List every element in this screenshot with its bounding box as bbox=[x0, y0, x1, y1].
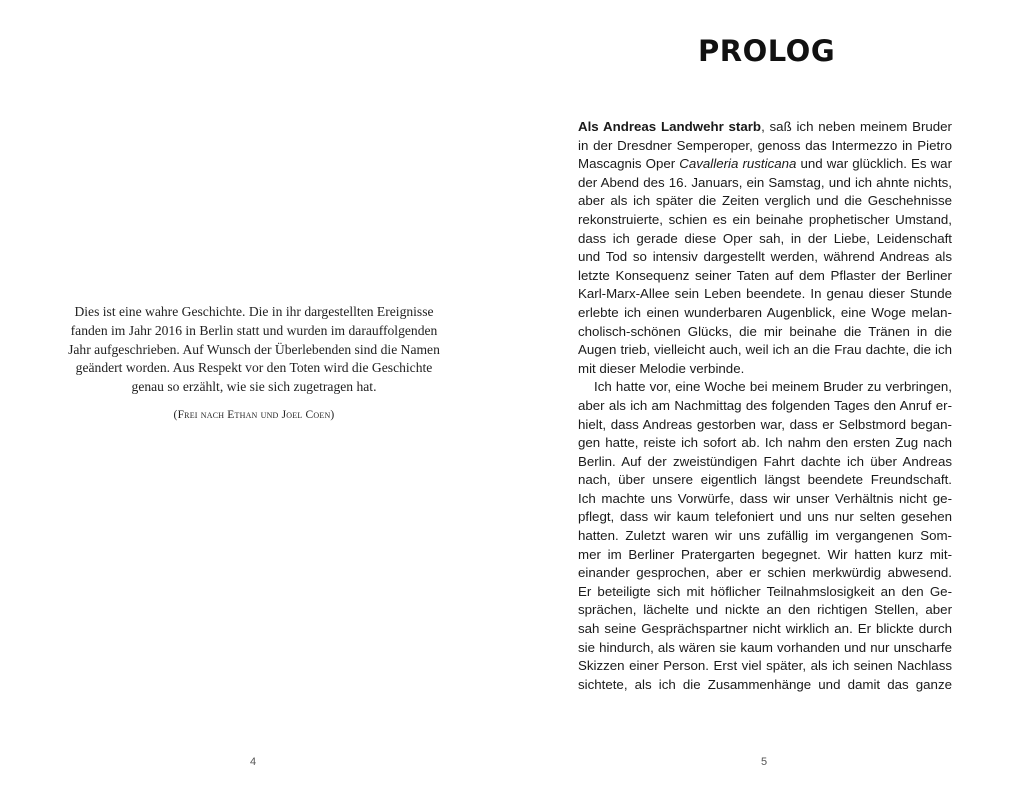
epigraph-line: genau so erzählt, wie sie sich zugetragen hat. bbox=[131, 379, 377, 395]
page-number-left: 4 bbox=[250, 756, 257, 768]
epigraph-line: Dies ist eine wahre Geschichte. Die in ihr dargestellten Ereignisse bbox=[74, 304, 434, 319]
body-line: Augen trieb, vielleicht auch, weil ich an die Frau dachte, die ich bbox=[578, 342, 952, 358]
body-line: Ich machte uns Vorwürfe, dass wir unser Verhältnis nicht ge- bbox=[578, 490, 952, 506]
body-line: rekonstruierte, schien es ein beinahe prophetischer Umstand, bbox=[578, 211, 952, 227]
body-line: hielt, dass Andreas gestorben war, dass er Selbstmord began- bbox=[578, 416, 952, 432]
lead-in-bold: Als Andreas Landwehr starb bbox=[578, 119, 762, 134]
body-line: Er beteiligte sich mit höflicher Teilnahmslosigkeit an den Ge- bbox=[578, 583, 952, 599]
opera-title: Cavalleria rusticana bbox=[679, 156, 797, 172]
body-line: sichtete, als ich die Zusammenhänge und damit das ganze bbox=[578, 676, 952, 692]
body-line: cholisch-schönen Glücks, die mir beinahe die Tränen in die bbox=[578, 323, 952, 339]
body-line-text: und war glücklich. Es war bbox=[796, 156, 952, 172]
body-line: aber als ich später die Zeiten verglich und die Geschehnisse bbox=[578, 193, 952, 209]
chapter-heading: PROLOG bbox=[698, 34, 836, 68]
chapter-body bbox=[578, 118, 952, 694]
body-line: mer im Berliner Pratergarten begegnet. Wir hatten kurz mit- bbox=[578, 546, 952, 562]
body-line-text: Mascagnis Oper bbox=[578, 156, 680, 172]
body-line: erlebte ich einen wunderbaren Augenblick, eine Woge melan- bbox=[578, 304, 952, 320]
body-line: gen hatte, reiste ich sofort ab. Ich nahm den ersten Zug nach bbox=[578, 435, 952, 451]
epigraph-line: geändert worden. Aus Respekt vor den Toten wird die Geschichte bbox=[75, 360, 433, 376]
epigraph-line: fanden im Jahr 2016 in Berlin statt und wurden im darauffolgenden bbox=[70, 322, 438, 338]
page-number-right: 5 bbox=[761, 756, 768, 768]
epigraph-attribution: (Frei nach Ethan und Joel Coen) bbox=[173, 409, 335, 421]
body-line: hatten. Zuletzt waren wir uns zufällig im vergangenen Som- bbox=[578, 528, 952, 544]
epigraph bbox=[62, 303, 446, 397]
body-line: in der Dresdner Semperoper, genoss das Intermezzo in Pietro bbox=[578, 137, 952, 153]
body-line: einander gesprochen, aber er schien merkwürdig abwesend. bbox=[578, 565, 952, 581]
body-line bbox=[578, 118, 952, 137]
body-line: aber als ich am Nachmittag des folgenden Tages den Anruf er- bbox=[578, 397, 952, 413]
body-line: Ich hatte vor, eine Woche bei meinem Bruder zu verbringen, bbox=[594, 379, 952, 395]
body-line: der Abend des 16. Januars, ein Samstag, und ich ahnte nichts, bbox=[578, 174, 952, 190]
body-line: Skizzen einer Person. Erst viel später, als ich seinen Nachlass bbox=[578, 658, 952, 674]
body-line: sah seine Gesprächspartner nicht wirklich an. Er blickte durch bbox=[578, 621, 952, 637]
body-line: sie hindurch, als wären sie kaum vorhanden und nur unscharfe bbox=[578, 639, 952, 655]
body-line: Karl-Marx-Allee sein Leben beendete. In genau dieser Stunde bbox=[578, 286, 952, 302]
body-line: dass ich gerade diese Oper sah, in der Liebe, Leidenschaft bbox=[578, 230, 952, 246]
epigraph-line: Jahr aufgeschrieben. Auf Wunsch der Überlebenden sind die Namen bbox=[68, 341, 440, 357]
body-line: Berlin. Auf der zweistündigen Fahrt dachte ich über Andreas bbox=[578, 453, 952, 469]
right-page bbox=[510, 0, 1020, 794]
body-line: letzte Konsequenz seiner Taten auf dem Pflaster der Berliner bbox=[578, 267, 952, 283]
body-line: sprächen, lächelte und nickte an den richtigen Stellen, aber bbox=[578, 602, 952, 618]
body-line: und Tod so intensiv dargestellt werden, während Andreas als bbox=[578, 249, 952, 265]
body-line: pflegt, dass wir kaum telefoniert und uns nur selten gesehen bbox=[578, 509, 952, 525]
body-line: nach, über unsere eigentlich längst beendete Freundschaft. bbox=[578, 472, 952, 488]
body-line: mit dieser Melodie verbinde. bbox=[578, 360, 745, 376]
body-line-text: , saß ich neben meinem Bruder bbox=[761, 119, 952, 134]
body-line bbox=[578, 155, 952, 174]
